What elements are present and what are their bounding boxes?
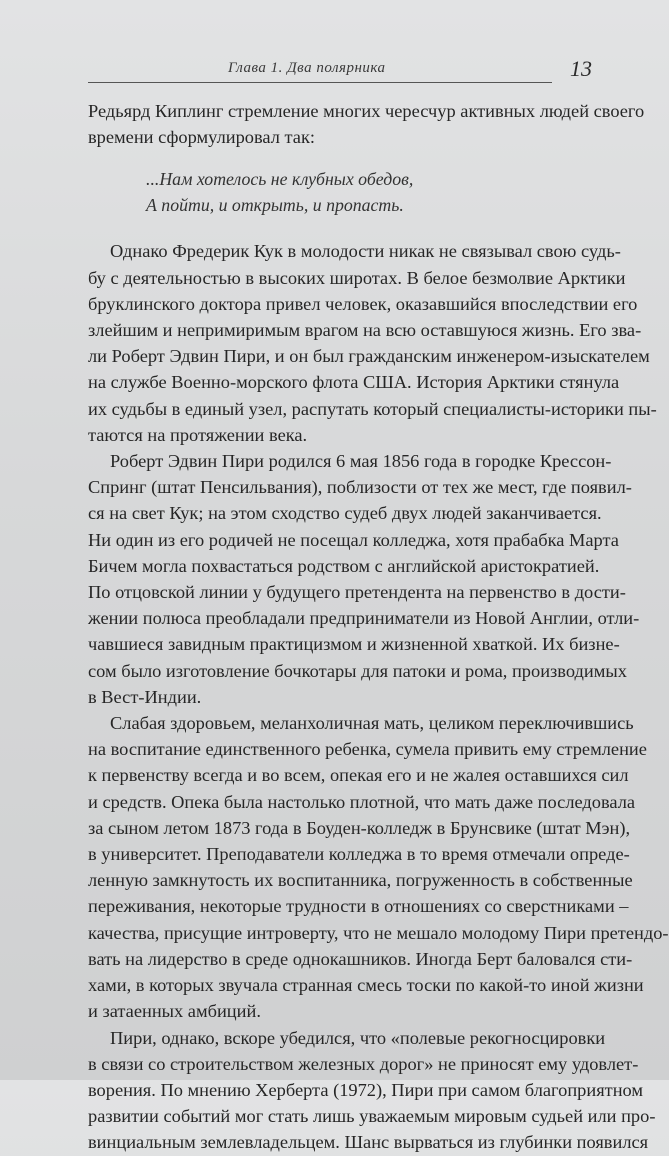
text-line: на воспитание единственного ребенка, сумела привить ему стремление — [88, 739, 647, 760]
text-line: и затаенных амбиций. — [88, 1001, 261, 1022]
text-line: бу с деятельностью в высоких широтах. В белое безмолвие Арктики — [88, 267, 626, 288]
text-line: чавшиеся завидным практицизмом и жизненной хваткой. Их бизне- — [88, 634, 620, 655]
text-line: переживания, некоторые трудности в отношениях со сверстниками – — [88, 896, 629, 917]
epigraph-line: ...Нам хотелось не клубных обедов, — [146, 169, 414, 190]
text-line: винциальным землевладельцем. Шанс вырваться из глубинки появился — [88, 1132, 649, 1153]
paragraph-2 — [88, 448, 640, 710]
text-line: развитии событий мог стать лишь уважаемым мировым судьей или про- — [88, 1106, 656, 1127]
epigraph — [146, 166, 591, 218]
text-line: вать на лидерство в среде однокашников. Иногда Берт баловался сти- — [88, 948, 633, 969]
text-line: сом было изготовление бочкотары для патоки и рома, производимых — [88, 660, 627, 681]
paragraph-1 — [88, 238, 657, 448]
text-line: хами, в которых звучала странная смесь тоски по какой-то иной жизни — [88, 975, 644, 996]
text-line: Роберт Эдвин Пири родился 6 мая 1856 года в городке Крессон- — [110, 451, 612, 472]
intro-paragraph — [88, 98, 645, 150]
epigraph-line: А пойти, и открыть, и пропасть. — [146, 195, 404, 216]
text-line: злейшим и непримиримым врагом на всю оставшуюся жизнь. Его зва- — [88, 320, 642, 341]
paragraph-3 — [88, 710, 669, 1024]
running-header — [88, 56, 592, 84]
text-line: времени сформулировал так: — [88, 127, 315, 148]
text-line: Однако Фредерик Кук в молодости никак не связывал свою судь- — [110, 241, 621, 262]
text-line: Редьярд Киплинг стремление многих чересчур активных людей своего — [88, 101, 645, 121]
text-line: за сыном летом 1873 года в Боуден-колледж в Брунсвике (штат Мэн), — [88, 817, 631, 838]
text-line: ворения. По мнению Херберта (1972), Пири при самом благоприятном — [88, 1079, 644, 1100]
text-line: и средств. Опека была настолько плотной, что мать даже последовала — [88, 791, 636, 812]
text-line: бруклинского доктора привел человек, оказавшийся впоследствии его — [88, 293, 638, 314]
text-line: Спринг (штат Пенсильвания), поблизости от тех же мест, где появил- — [88, 477, 632, 498]
text-line: качества, присущие интроверту, что не мешало молодому Пири претендо- — [88, 922, 669, 943]
text-line: в университет. Преподаватели колледжа в то время отмечали опреде- — [88, 844, 630, 865]
paragraph-4 — [88, 1025, 656, 1156]
text-line: Ни один из его родичей не посещал колледжа, хотя прабабка Марта — [88, 529, 619, 550]
body-text — [88, 98, 669, 1156]
header-rule — [88, 82, 552, 83]
text-line: Пири, однако, вскоре убедился, что «полевые рекогносцировки — [110, 1027, 606, 1048]
text-line: их судьбы в единый узел, распутать который специалисты-историки пы- — [88, 398, 657, 419]
text-line: По отцовской линии у будущего претендента на первенство в дости- — [88, 582, 626, 603]
chapter-title: Глава 1. Два полярника — [228, 60, 386, 76]
text-line: ли Роберт Эдвин Пири, и он был гражданским инженером-изыскателем — [88, 346, 650, 367]
text-line: в Вест-Индии. — [88, 686, 202, 707]
text-line: Бичем могла похвастаться родством с английской аристократией. — [88, 555, 600, 576]
text-line: жении полюса преобладали предприниматели из Новой Англии, отли- — [88, 608, 640, 629]
page-number: 13 — [570, 56, 592, 81]
text-line: Слабая здоровьем, меланхоличная мать, целиком переключившись — [110, 713, 634, 734]
text-line: в связи со строительством железных дорог» не приносят ему удовлет- — [88, 1053, 639, 1074]
text-line: ся на свет Кук; на этом сходство судеб двух людей заканчивается. — [88, 503, 602, 524]
text-line: на службе Военно-морского флота США. История Арктики стянула — [88, 372, 620, 393]
text-line: ленную замкнутость их воспитанника, погруженность в собственные — [88, 870, 633, 891]
text-line: таются на протяжении века. — [88, 424, 308, 445]
text-line: к первенству всегда и во всем, опекая его и не жалея оставшихся сил — [88, 765, 629, 786]
